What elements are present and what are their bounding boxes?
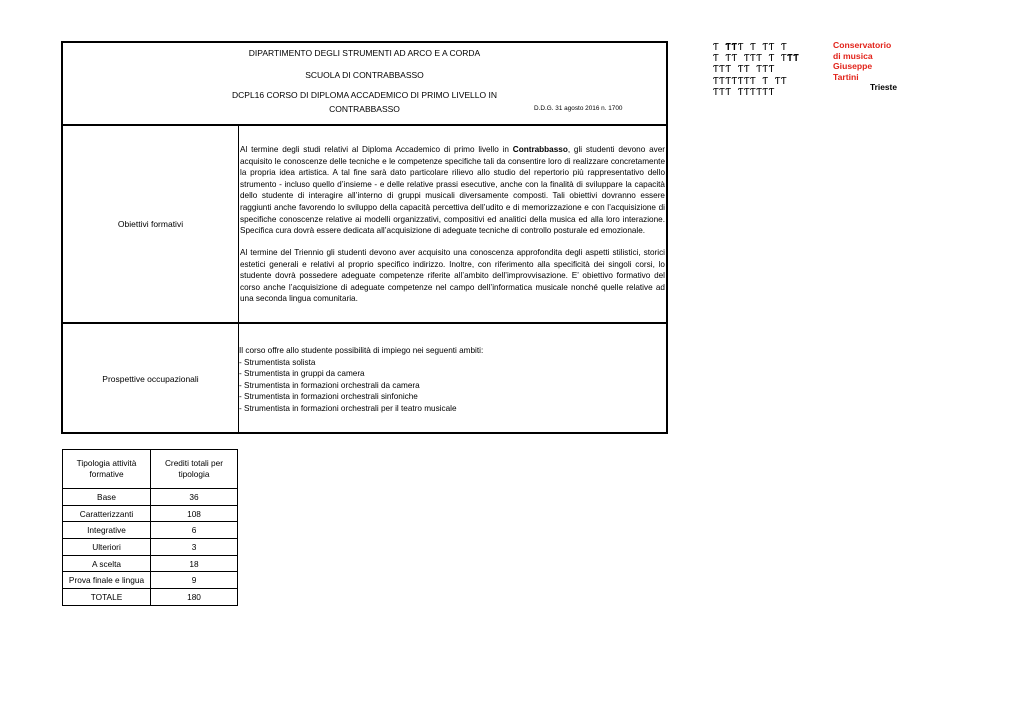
table-row (63, 572, 238, 589)
school-title: SCUOLA DI CONTRABBASSO (305, 70, 424, 80)
objectives-row (63, 126, 666, 324)
course-info-table (61, 41, 668, 434)
credits-cell: 3 (151, 539, 238, 556)
instrument-name: Contrabbasso (512, 145, 568, 154)
table-row (63, 489, 238, 506)
objectives-label: Obiettivi formativi (63, 126, 239, 322)
credits-cell: 180 (151, 589, 238, 606)
occupations-list (239, 345, 483, 415)
logo-line: Giuseppe (833, 61, 873, 72)
logo-line: Conservatorio (833, 40, 892, 50)
objectives-content (239, 126, 666, 322)
decree-reference: D.D.G. 31 agosto 2016 n. 1700 (534, 105, 623, 112)
table-row-total (63, 589, 238, 606)
objectives-p1-end: , gli studenti devono aver acquisito le conoscenze delle tecniche e le competenze specifiche tali da consentire loro di realizzare concretamente la propria idea artistica. A tal fine sarà dato particolare rilievo allo studio del repertorio più rappresentativo dello strumento - incluso quello d’insieme - e delle relative prassi esecutive, anche con la finalità di sviluppare la capacità dello studente di interagire all’interno di gruppi musicali diversamente composti. Tali obiettivi dovranno essere raggiunti anche favorendo lo sviluppo della capacità percettiva dell’udito e di memorizzazione e con l’acquisizione di specifiche conoscenze relative ai modelli organizzativi, compositivi ed analitici della musica ed alla loro interazione. Specifica cura dovrà essere dedicata all’acquisizione di adeguate tecniche di controllo posturale ed emozionale. (240, 145, 666, 236)
list-item: - Strumentista in formazioni orchestrali per il teatro musicale (239, 403, 457, 413)
type-cell: Prova finale e lingua (63, 572, 151, 589)
table-row (63, 522, 238, 539)
table-header-row (63, 450, 238, 489)
column-header-type: Tipologia attività formative (63, 450, 151, 489)
credits-table (62, 449, 238, 606)
type-cell: Ulteriori (63, 539, 151, 556)
logo-line: Tartini (833, 71, 859, 82)
credits-cell: 9 (151, 572, 238, 589)
credits-cell: 108 (151, 505, 238, 522)
list-item: - Strumentista in gruppi da camera (239, 369, 365, 379)
occupations-content (239, 324, 666, 434)
type-cell: TOTALE (63, 589, 151, 606)
logo-wordmark (833, 40, 891, 82)
department-title: DIPARTIMENTO DEGLI STRUMENTI AD ARCO E A CORDA (248, 48, 481, 58)
occupations-row (63, 324, 666, 434)
header-row (63, 43, 666, 126)
course-title-line2: CONTRABBASSO (329, 104, 400, 114)
column-header-credits: Crediti totali per tipologia (151, 450, 238, 489)
logo-city: Trieste (870, 82, 898, 92)
type-cell: A scelta (63, 555, 151, 572)
credits-cell: 18 (151, 555, 238, 572)
logo-line: di musica (833, 50, 873, 61)
list-item: - Strumentista in formazioni orchestrali sinfoniche (239, 392, 418, 402)
table-row (63, 505, 238, 522)
table-row (63, 539, 238, 556)
list-item: - Strumentista in formazioni orchestrali da camera (239, 380, 420, 390)
type-cell: Integrative (63, 522, 151, 539)
objectives-p1-start: Al termine degli studi relativi al Diploma Accademico di primo livello in (240, 145, 513, 154)
objectives-paragraph-1 (239, 144, 666, 237)
type-cell: Caratterizzanti (63, 505, 151, 522)
table-row (63, 555, 238, 572)
occupations-intro: Il corso offre allo studente possibilità di impiego nei seguenti ambiti: (239, 346, 484, 355)
course-title-line1: DCPL16 CORSO DI DIPLOMA ACCADEMICO DI PRIMO LIVELLO IN (232, 90, 497, 100)
credits-cell: 6 (151, 522, 238, 539)
objectives-paragraph-2: Al termine del Triennio gli studenti devono aver acquisito una conoscenza approfondita degli aspetti stilistici, storici estetici generali e relativi al proprio specifico indirizzo. Inoltre, con riferimento alla specificità dei singoli corsi, lo studente dovrà possedere adeguate competenze riferite all’ambito dell’improvvisazione. E’ obiettivo formativo del corso anche l’acquisizione di adeguate competenze nel campo dell’informatica musicale nonché quelle relative ad una seconda lingua comunitaria. (240, 248, 665, 304)
logo-graphic: Ƭ ƬƬƬ Ƭ ƬƬ Ƭ Ƭ ƬƬ ƬƬƬ Ƭ ƬƬƬ ƬƬƬ ƬƬ ƬƬƬ ƬƬƬƬƬƬƬ Ƭ ƬƬ ƬƬƬ ƬƬƬƬƬƬ (713, 42, 800, 98)
occupations-label: Prospettive occupazionali (63, 324, 239, 434)
type-cell: Base (63, 489, 151, 506)
list-item: - Strumentista solista (239, 357, 316, 367)
credits-cell: 36 (151, 489, 238, 506)
